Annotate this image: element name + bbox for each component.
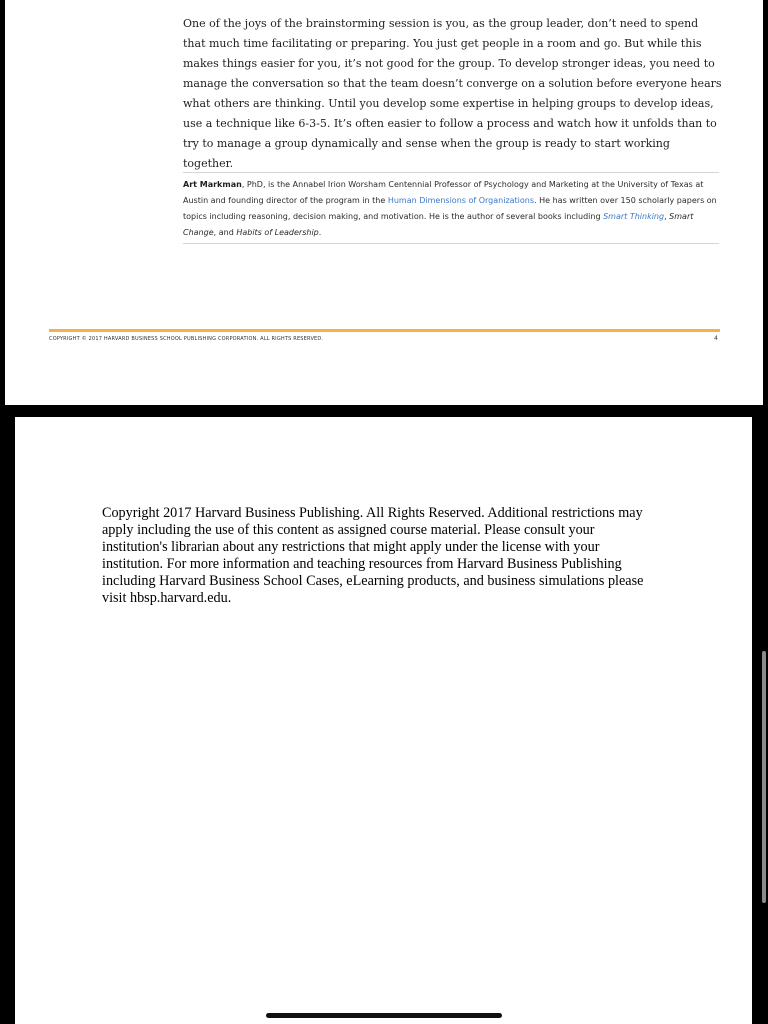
home-indicator[interactable] <box>266 1013 502 1018</box>
footer-copyright: COPYRIGHT © 2017 HARVARD BUSINESS SCHOOL PUBLISHING CORPORATION. ALL RIGHTS RESERVED. <box>49 336 324 342</box>
book-link-smart-thinking[interactable]: Smart Thinking <box>603 212 665 221</box>
program-link[interactable]: Human Dimensions of Organizations <box>387 196 535 205</box>
bio-sep-1: , <box>664 212 670 221</box>
copyright-notice: Copyright 2017 Harvard Business Publishing. All Rights Reserved. Additional restrictions may apply including the use of this content as assigned course material. Please consult your institution's librarian about any restrictions that might apply under the license with your institution. For more information and teaching resources from Harvard Business Publishing including Harvard Business School Cases, eLearning products, and business simulations please visit hbsp.harvard.edu. <box>102 505 644 606</box>
bio-text-1: , PhD, is the Annabel Irion Worsham Centennial Professor of Psychology and Marketing at the University of Texas at Austin and founding director of the program in the <box>183 180 704 205</box>
author-bio-box <box>183 172 719 244</box>
author-bio <box>183 177 719 241</box>
bio-end: . <box>318 228 322 237</box>
book-smart-change: Smart Change <box>183 212 694 237</box>
bio-sep-2: , and <box>213 228 237 237</box>
page-number: 4 <box>714 335 718 342</box>
footer-accent-rule <box>49 329 720 332</box>
body-paragraph: One of the joys of the brainstorming session is you, as the group leader, don’t need to spend that much time facilitating or preparing. You just get people in a room and go. But while this makes things easier for you, it’s not good for the group. To develop stronger ideas, you need to manage the conversation so that the team doesn’t converge on a solution before everyone hears what others are thinking. Until you develop some expertise in helping groups to develop ideas, use a technique like 6-3-5. It’s often easier to follow a process and watch how it unfolds than to try to manage a group dynamically and sense when the group is ready to start working together. <box>183 17 722 170</box>
author-name: Art Markman <box>183 180 242 189</box>
bio-text-2: . He has written over 150 scholarly papers on topics including reasoning, decision making, and motivation. He is the author of several books including <box>183 196 717 221</box>
document-page-4 <box>5 0 763 405</box>
book-habits-of-leadership: Habits of Leadership <box>236 228 319 237</box>
document-page-copyright-notice <box>15 417 752 1024</box>
vertical-scrollbar[interactable] <box>762 651 766 903</box>
